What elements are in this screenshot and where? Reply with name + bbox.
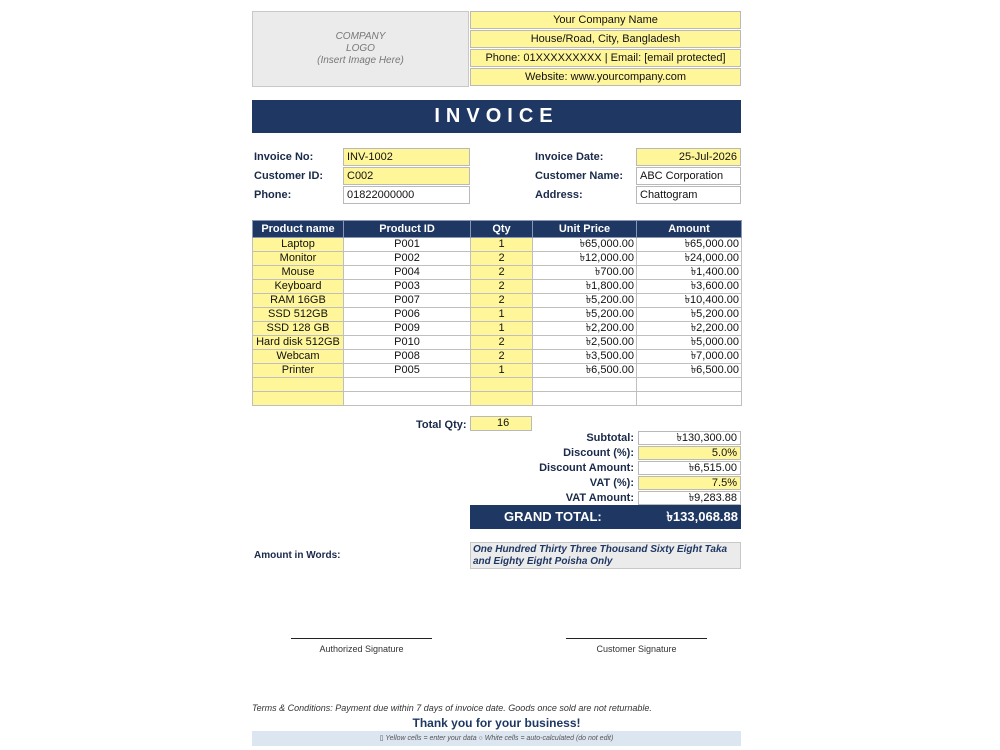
address-label: Address: (535, 189, 583, 201)
product-name-cell[interactable]: Keyboard (253, 280, 344, 294)
unit-price-cell (533, 378, 637, 392)
qty-cell[interactable]: 1 (471, 364, 533, 378)
unit-price-cell: ৳3,500.00 (533, 350, 637, 364)
qty-cell[interactable]: 2 (471, 294, 533, 308)
col-header-product-id: Product ID (344, 221, 471, 238)
authorized-signature-line[interactable] (291, 638, 432, 639)
amount-cell: ৳10,400.00 (637, 294, 742, 308)
logo-line-2: LOGO (346, 43, 375, 54)
items-table (252, 220, 742, 406)
amount-cell: ৳24,000.00 (637, 252, 742, 266)
amount-cell: ৳65,000.00 (637, 238, 742, 252)
product-name-cell[interactable]: RAM 16GB (253, 294, 344, 308)
table-row (253, 308, 742, 322)
total-qty-field: 16 (470, 416, 532, 431)
discount-amount-label: Discount Amount: (539, 462, 634, 474)
unit-price-cell: ৳65,000.00 (533, 238, 637, 252)
table-header-row (253, 221, 742, 238)
phone-field[interactable]: 01822000000 (343, 186, 470, 204)
invoice-date-field[interactable]: 25-Jul-2026 (636, 148, 741, 166)
product-id-cell[interactable] (344, 392, 471, 406)
discount-pct-field[interactable]: 5.0% (638, 446, 741, 460)
customer-signature-line[interactable] (566, 638, 707, 639)
qty-cell[interactable]: 2 (471, 350, 533, 364)
amount-cell: ৳3,600.00 (637, 280, 742, 294)
product-name-cell[interactable]: Printer (253, 364, 344, 378)
unit-price-cell (533, 392, 637, 406)
qty-cell[interactable]: 2 (471, 252, 533, 266)
subtotal-label: Subtotal: (586, 432, 634, 444)
product-id-cell[interactable]: P002 (344, 252, 471, 266)
qty-cell[interactable]: 2 (471, 336, 533, 350)
invoice-no-label: Invoice No: (254, 151, 314, 163)
phone-label: Phone: (254, 189, 292, 201)
table-row (253, 392, 742, 406)
product-name-cell[interactable]: Monitor (253, 252, 344, 266)
unit-price-cell: ৳6,500.00 (533, 364, 637, 378)
amount-cell: ৳7,000.00 (637, 350, 742, 364)
amount-in-words-value: One Hundred Thirty Three Thousand Sixty Eight Taka and Eighty Eight Poisha Only (470, 542, 741, 569)
col-header-unit-price: Unit Price (533, 221, 637, 238)
unit-price-cell: ৳700.00 (533, 266, 637, 280)
unit-price-cell: ৳5,200.00 (533, 308, 637, 322)
unit-price-cell: ৳5,200.00 (533, 294, 637, 308)
product-name-cell[interactable]: Mouse (253, 266, 344, 280)
grand-total-label: GRAND TOTAL: (504, 509, 602, 524)
product-name-cell[interactable]: Webcam (253, 350, 344, 364)
cell-color-legend: ▯ Yellow cells = enter your data ○ White cells = auto-calculated (do not edit) (252, 731, 741, 746)
col-header-qty: Qty (471, 221, 533, 238)
unit-price-cell: ৳2,200.00 (533, 322, 637, 336)
product-id-cell[interactable] (344, 378, 471, 392)
table-row (253, 364, 742, 378)
table-row (253, 252, 742, 266)
table-row (253, 280, 742, 294)
product-id-cell[interactable]: P001 (344, 238, 471, 252)
qty-cell[interactable] (471, 378, 533, 392)
amount-cell (637, 392, 742, 406)
amount-cell: ৳5,200.00 (637, 308, 742, 322)
customer-id-label: Customer ID: (254, 170, 324, 182)
terms-and-conditions: Terms & Conditions: Payment due within 7 days of invoice date. Goods once sold are not returnable. (252, 703, 652, 713)
address-field[interactable]: Chattogram (636, 186, 741, 204)
company-website-cell[interactable]: Website: www.yourcompany.com (470, 68, 741, 86)
grand-total-bar (470, 505, 741, 529)
invoice-no-field[interactable]: INV-1002 (343, 148, 470, 166)
amount-cell: ৳5,000.00 (637, 336, 742, 350)
unit-price-cell: ৳12,000.00 (533, 252, 637, 266)
unit-price-cell: ৳2,500.00 (533, 336, 637, 350)
product-name-cell[interactable] (253, 392, 344, 406)
product-name-cell[interactable]: Laptop (253, 238, 344, 252)
product-name-cell[interactable]: SSD 128 GB (253, 322, 344, 336)
product-name-cell[interactable] (253, 378, 344, 392)
product-id-cell[interactable]: P008 (344, 350, 471, 364)
vat-pct-field[interactable]: 7.5% (638, 476, 741, 490)
discount-pct-label: Discount (%): (563, 447, 634, 459)
table-row (253, 322, 742, 336)
company-contact-cell[interactable]: Phone: 01XXXXXXXXX | Email: [email protected] (470, 49, 741, 67)
company-name-cell[interactable]: Your Company Name (470, 11, 741, 29)
table-row (253, 350, 742, 364)
subtotal-value: ৳130,300.00 (638, 431, 741, 445)
product-id-cell[interactable]: P004 (344, 266, 471, 280)
amount-cell (637, 378, 742, 392)
company-address-cell[interactable]: House/Road, City, Bangladesh (470, 30, 741, 48)
product-id-cell[interactable]: P010 (344, 336, 471, 350)
customer-id-field[interactable]: C002 (343, 167, 470, 185)
table-row (253, 266, 742, 280)
amount-cell: ৳6,500.00 (637, 364, 742, 378)
table-row (253, 238, 742, 252)
logo-line-3: (Insert Image Here) (317, 55, 404, 66)
customer-name-field[interactable]: ABC Corporation (636, 167, 741, 185)
table-row (253, 294, 742, 308)
product-id-cell[interactable]: P006 (344, 308, 471, 322)
qty-cell[interactable]: 1 (471, 308, 533, 322)
qty-cell[interactable]: 2 (471, 280, 533, 294)
qty-cell[interactable] (471, 392, 533, 406)
qty-cell[interactable]: 1 (471, 238, 533, 252)
col-header-product-name: Product name (253, 221, 344, 238)
product-id-cell[interactable]: P003 (344, 280, 471, 294)
qty-cell[interactable]: 2 (471, 266, 533, 280)
amount-cell: ৳1,400.00 (637, 266, 742, 280)
table-row (253, 378, 742, 392)
vat-amount-value: ৳9,283.88 (638, 491, 741, 505)
discount-amount-value: ৳6,515.00 (638, 461, 741, 475)
authorized-signature-label: Authorized Signature (319, 644, 404, 654)
col-header-amount: Amount (637, 221, 742, 238)
amount-cell: ৳2,200.00 (637, 322, 742, 336)
customer-name-label: Customer Name: (535, 170, 624, 182)
vat-amount-label: VAT Amount: (565, 492, 634, 504)
thank-you-note: Thank you for your business! (412, 716, 581, 730)
grand-total-value: ৳133,068.88 (666, 509, 738, 524)
customer-signature-label: Customer Signature (596, 644, 677, 654)
total-qty-label: Total Qty: (416, 419, 467, 431)
product-name-cell[interactable]: SSD 512GB (253, 308, 344, 322)
logo-line-1: COMPANY (335, 31, 386, 42)
company-logo-placeholder[interactable] (252, 11, 469, 87)
table-row (253, 336, 742, 350)
qty-cell[interactable]: 1 (471, 322, 533, 336)
vat-pct-label: VAT (%): (589, 477, 634, 489)
product-id-cell[interactable]: P009 (344, 322, 471, 336)
invoice-date-label: Invoice Date: (535, 151, 604, 163)
product-id-cell[interactable]: P007 (344, 294, 471, 308)
amount-in-words-label: Amount in Words: (254, 550, 341, 561)
company-info-block (470, 11, 741, 87)
unit-price-cell: ৳1,800.00 (533, 280, 637, 294)
product-name-cell[interactable]: Hard disk 512GB (253, 336, 344, 350)
product-id-cell[interactable]: P005 (344, 364, 471, 378)
invoice-title: INVOICE (252, 100, 741, 133)
